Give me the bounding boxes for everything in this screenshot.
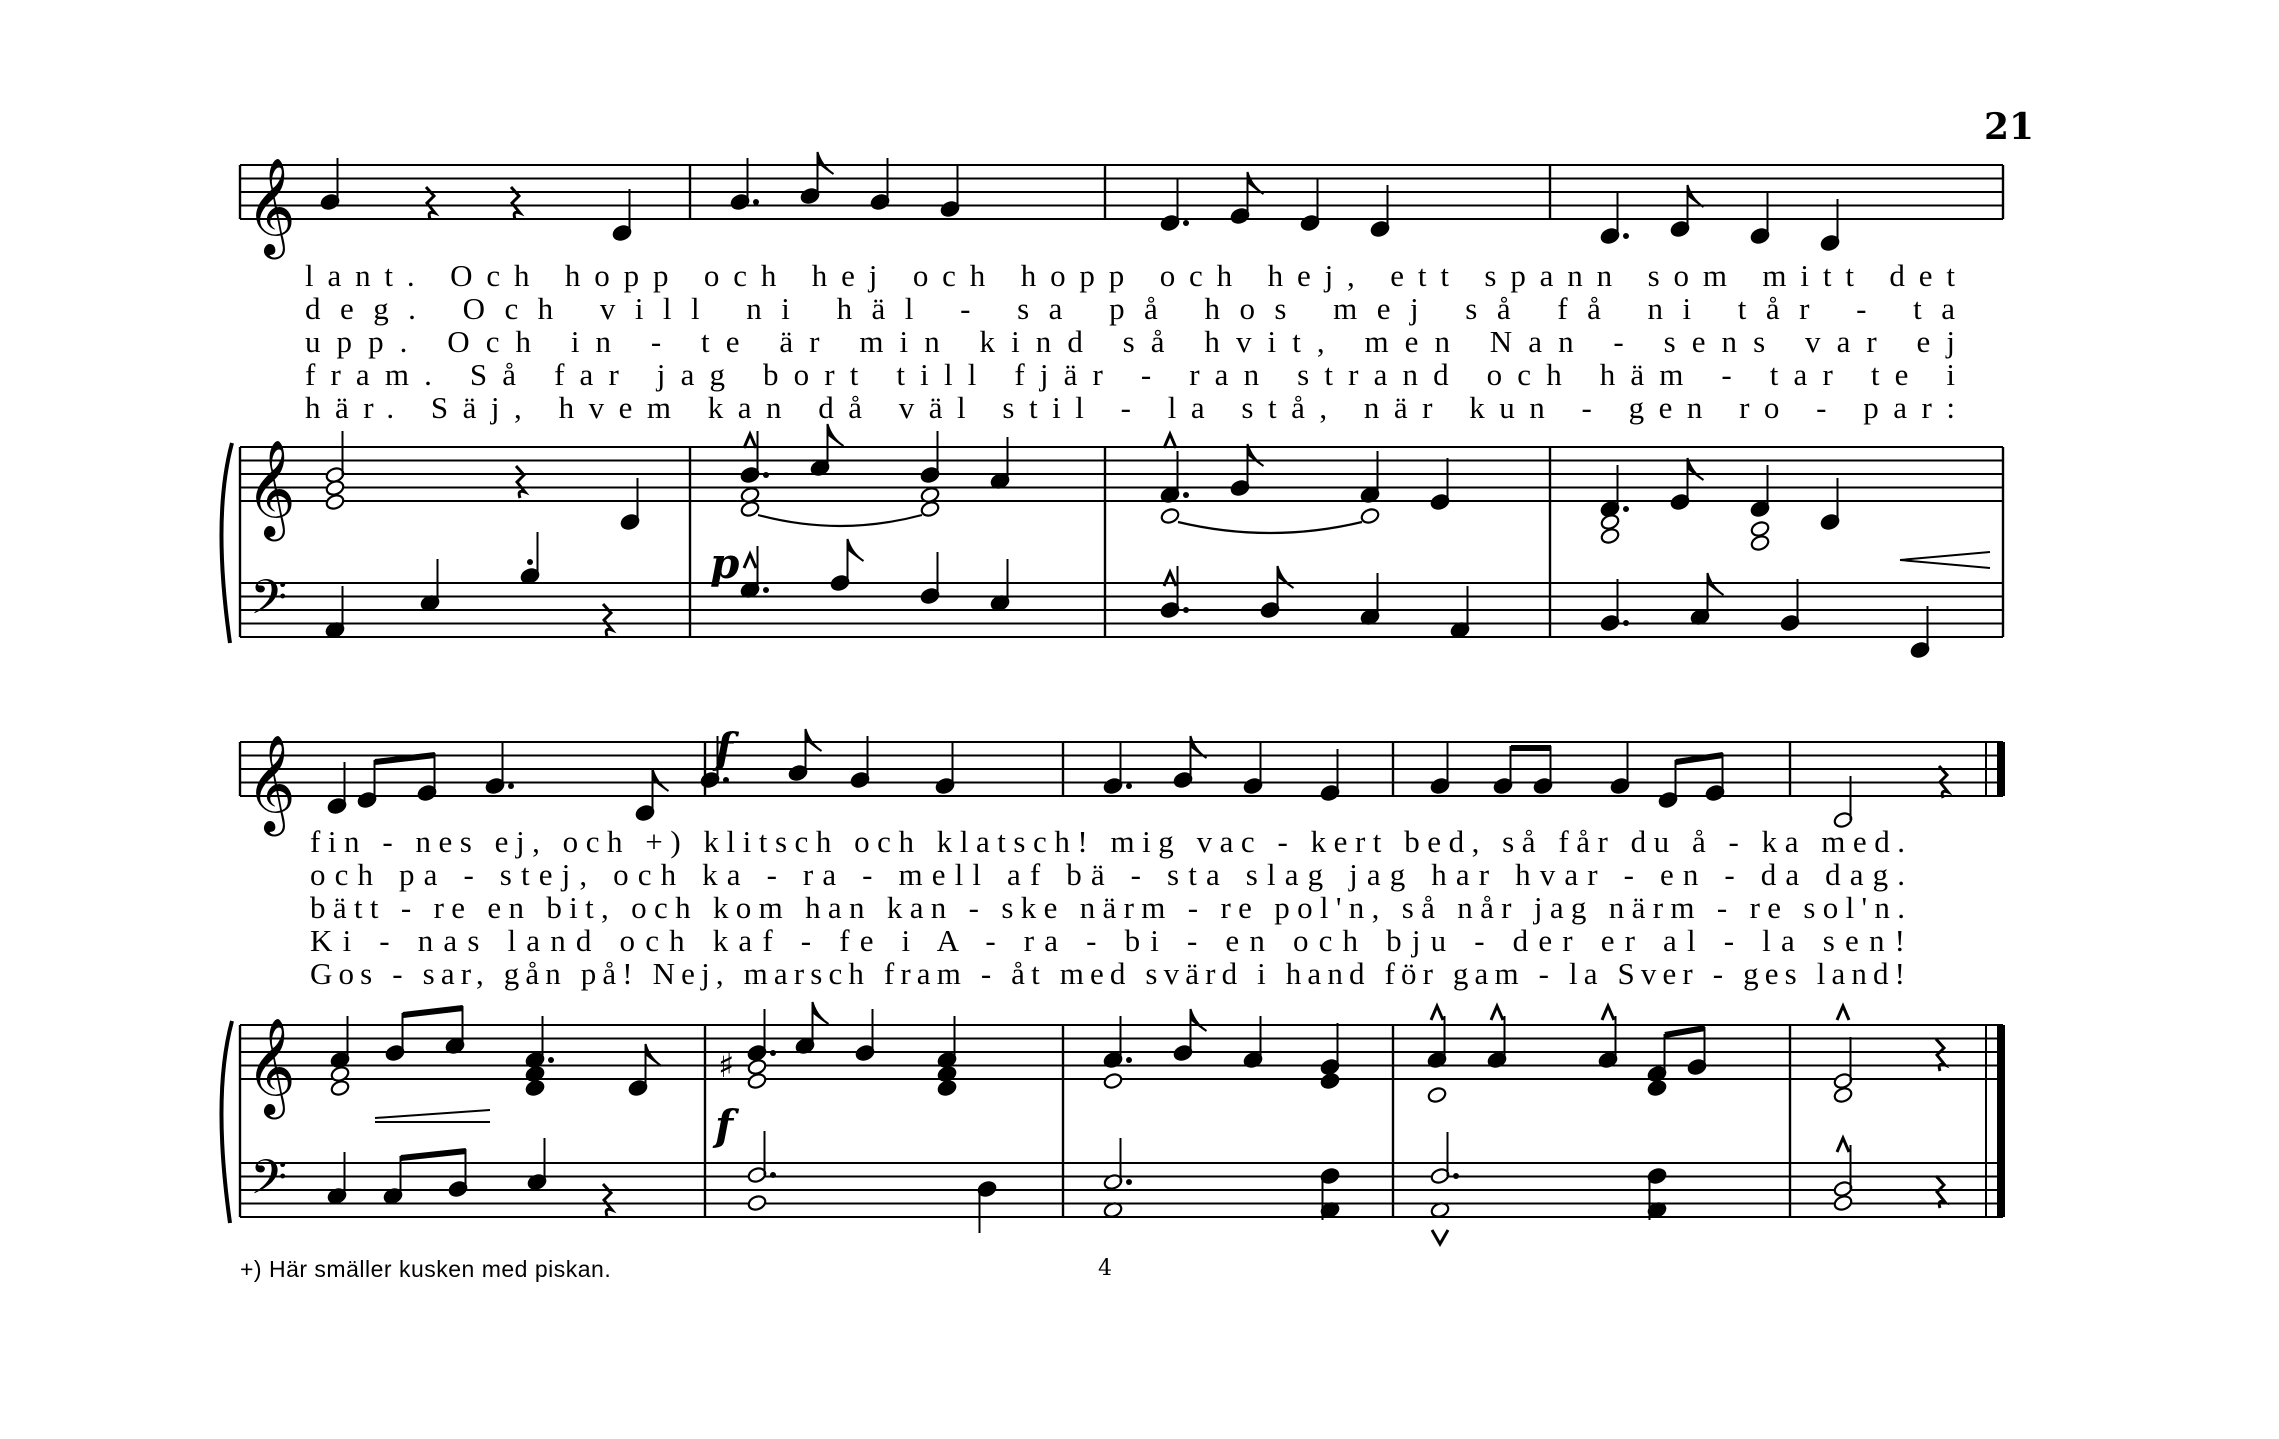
treble-clef: 𝄞 xyxy=(246,734,296,832)
augmentation-dot xyxy=(1126,1057,1132,1063)
accent-mark xyxy=(1602,1006,1614,1020)
lyric-line-system-1: deg. Och vill ni häl - sa på hos mej så få ni tår - ta xyxy=(305,291,1955,326)
final-barline xyxy=(1997,742,2005,796)
notehead xyxy=(937,1079,957,1097)
beam xyxy=(401,1151,466,1158)
treble-clef: 𝄞 xyxy=(246,157,296,255)
notehead xyxy=(1600,527,1620,545)
lyric-line-system-2: bätt - re en bit, och kom han kan - ske närm - re pol'n, så når jag närm - re sol'n. xyxy=(310,890,1905,925)
treble-clef: 𝄞 xyxy=(246,439,296,537)
notehead xyxy=(1750,534,1770,552)
accent-mark xyxy=(1431,1006,1443,1020)
augmentation-dot xyxy=(1453,1173,1459,1179)
notehead xyxy=(330,1079,350,1097)
accent-mark xyxy=(1837,1006,1849,1020)
notehead xyxy=(325,493,345,511)
flag xyxy=(1278,566,1294,588)
notehead xyxy=(525,1079,545,1097)
lyric-line-system-2: Ki - nas land och kaf - fe i A - ra - bi - en och bju - der er al - la sen! xyxy=(310,923,1906,958)
flag xyxy=(653,769,669,791)
augmentation-dot xyxy=(770,1050,776,1056)
lyric-line-system-2: fin - nes ej, och +) klitsch och klatsch! mig vac - kert bed, så får du å - ka med. xyxy=(310,824,1906,859)
augmentation-dot xyxy=(1623,233,1629,239)
crescendo-hairpin xyxy=(1900,552,1990,560)
augmentation-dot xyxy=(1183,607,1189,613)
augmentation-dot xyxy=(763,472,769,478)
sheet-signature: 4 xyxy=(1098,1256,1112,1281)
accent-mark xyxy=(1164,434,1176,448)
notehead xyxy=(330,1065,350,1083)
notehead xyxy=(740,500,760,518)
bass-staff-1 xyxy=(240,583,2003,637)
notehead xyxy=(1427,1086,1447,1104)
augmentation-dot xyxy=(753,199,759,205)
voice-staff-1 xyxy=(240,165,2003,219)
notehead xyxy=(747,1058,767,1076)
quarter-rest xyxy=(603,604,612,636)
tie xyxy=(758,515,922,526)
flag xyxy=(848,539,864,561)
marcato-mark xyxy=(1432,1230,1448,1244)
notehead xyxy=(747,1194,767,1212)
dynamic-f: f xyxy=(715,724,734,773)
notehead xyxy=(325,479,345,497)
notehead xyxy=(937,1065,957,1083)
beam xyxy=(1665,1028,1705,1035)
lyric-line-system-2: Gos - sar, gån på! Nej, marsch fram - åt med svärd i hand för gam - la Sver - ges land! xyxy=(310,956,1905,991)
lyric-line-system-1: lant. Och hopp och hej och hopp och hej, ett spann som mitt det xyxy=(305,258,1956,293)
treble-clef: 𝄞 xyxy=(246,1017,296,1115)
notehead xyxy=(1103,1072,1123,1090)
flag xyxy=(1688,185,1704,207)
flag xyxy=(818,152,834,174)
flag xyxy=(813,1002,829,1024)
piano-brace xyxy=(221,1021,232,1223)
augmentation-dot xyxy=(548,1057,554,1063)
augmentation-dot xyxy=(1623,506,1629,512)
lyric-line-system-1: här. Säj, hvem kan då väl stil - la stå, när kun - gen ro - par: xyxy=(305,390,1956,425)
notehead xyxy=(747,1072,767,1090)
dynamic-f: f xyxy=(715,1101,734,1150)
accent-mark xyxy=(1491,1006,1503,1020)
piano-brace xyxy=(221,443,232,643)
bass-clef: 𝄢 xyxy=(250,1149,288,1217)
augmentation-dot xyxy=(508,783,514,789)
accent-mark xyxy=(1837,1138,1849,1152)
accent-mark xyxy=(744,554,756,568)
notehead xyxy=(1160,507,1180,525)
flag xyxy=(1191,1009,1207,1031)
augmentation-dot xyxy=(770,1172,776,1178)
quarter-rest xyxy=(603,1184,612,1216)
decrescendo-hairpin xyxy=(375,1110,490,1118)
notehead xyxy=(1833,1194,1853,1212)
bass-clef: 𝄢 xyxy=(250,569,288,637)
augmentation-dot xyxy=(1126,783,1132,789)
lyric-line-system-1: fram. Så far jag bort till fjär - ran strand och häm - tar te i xyxy=(305,357,1956,392)
augmentation-dot xyxy=(1183,492,1189,498)
notehead xyxy=(1360,507,1380,525)
crescendo-hairpin xyxy=(1900,560,1990,568)
lyric-line-system-1: upp. Och in - te är min kind så hvit, men Nan - sens var ej xyxy=(305,324,1955,359)
notehead xyxy=(1750,520,1770,538)
flag xyxy=(1248,172,1264,194)
flag xyxy=(828,424,844,446)
notehead xyxy=(1320,1072,1340,1090)
notehead xyxy=(920,500,940,518)
footnote: +) Här smäller kusken med piskan. xyxy=(240,1256,612,1282)
lyric-line-system-2: och pa - stej, och ka - ra - mell af bä - sta slag jag har hvar - en - da dag. xyxy=(310,857,1905,892)
augmentation-dot xyxy=(723,777,729,783)
dynamic-p: p xyxy=(710,539,740,588)
augmentation-dot xyxy=(1623,620,1629,626)
sharp-accidental: ♯ xyxy=(718,1046,735,1086)
notehead xyxy=(1600,513,1620,531)
notehead xyxy=(1833,1086,1853,1104)
augmentation-dot xyxy=(763,587,769,593)
beam xyxy=(403,1008,463,1015)
final-barline xyxy=(1997,1025,2005,1217)
treble-staff-1 xyxy=(240,447,2003,501)
notehead xyxy=(1647,1079,1667,1097)
quarter-rest xyxy=(516,466,525,498)
flag xyxy=(646,1044,662,1066)
page-number: 21 xyxy=(1984,106,2035,148)
augmentation-dot xyxy=(1126,1179,1132,1185)
tie xyxy=(1178,522,1362,533)
notehead xyxy=(525,1065,545,1083)
flag xyxy=(806,729,822,751)
augmentation-dot xyxy=(1183,220,1189,226)
accent-mark xyxy=(744,434,756,448)
staccato-dot xyxy=(527,559,533,565)
